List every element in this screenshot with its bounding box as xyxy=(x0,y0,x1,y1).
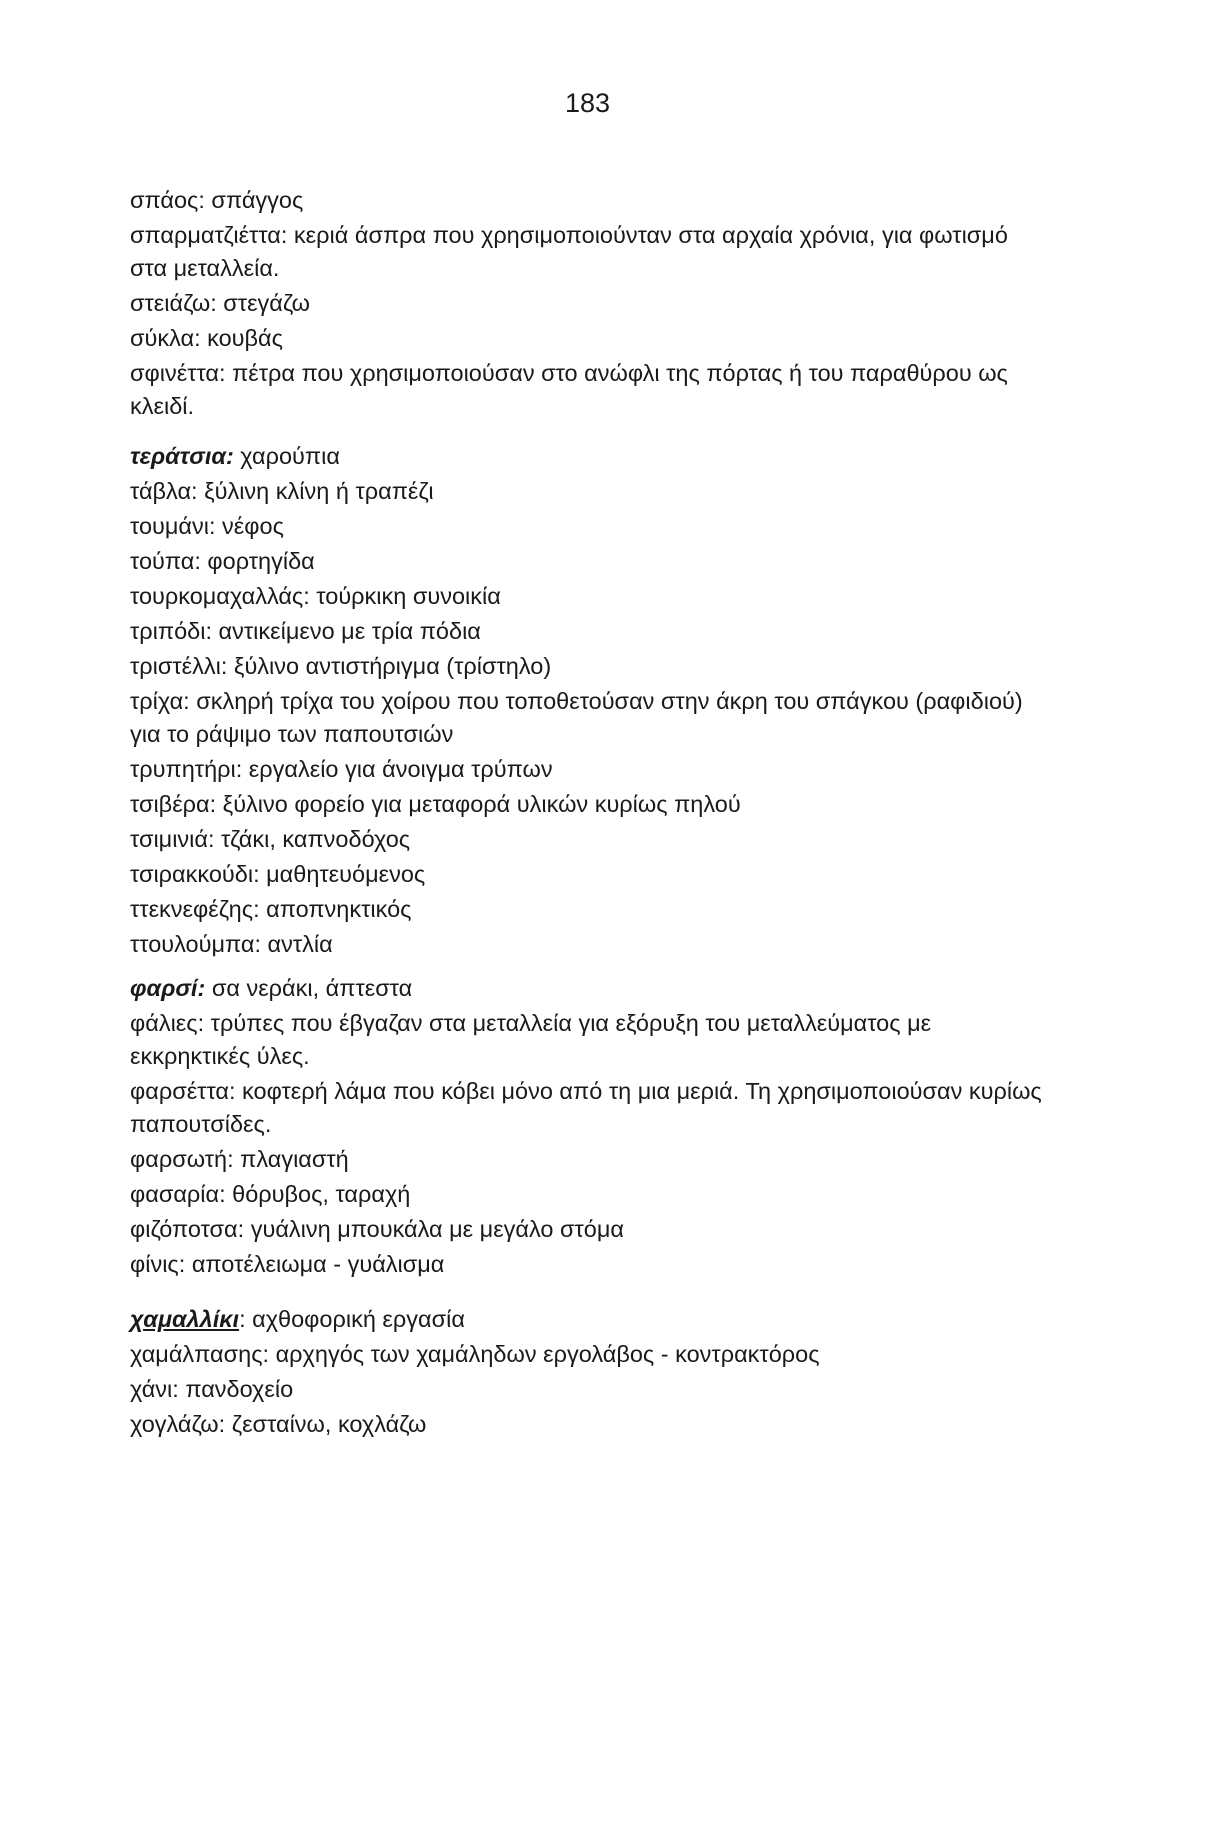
entry-definition: αποτέλειωμα - γυάλισμα xyxy=(185,1251,445,1277)
entry-definition: ζεσταίνω, κοχλάζω xyxy=(225,1411,427,1437)
section-head-entry xyxy=(130,1303,1050,1336)
entry-definition: θόρυβος, ταραχή xyxy=(225,1181,411,1207)
glossary-entry xyxy=(130,1143,1050,1176)
entry-term: τριπόδι: xyxy=(130,618,212,644)
glossary-entry xyxy=(130,510,1050,543)
page-number: 183 xyxy=(564,88,611,118)
entry-definition: εργαλείο για άνοιγμα τρύπων xyxy=(242,756,553,782)
glossary-entry xyxy=(130,1178,1050,1211)
entry-definition: μαθητευόμενος xyxy=(259,861,426,887)
entry-term: τριστέλλι: xyxy=(130,653,228,679)
entry-term: φάλιες: xyxy=(130,1010,205,1036)
glossary-entry xyxy=(130,788,1050,821)
entry-definition: σκληρή τρίχα του χοίρου που τοποθετούσαν στην άκρη του σπάγκου (ραφιδιού) για το ράψιμο των παπουτσιών xyxy=(130,688,1023,747)
entry-term: φαρσωτή: xyxy=(130,1146,234,1172)
glossary-entry xyxy=(130,858,1050,891)
entry-definition: γυάλινη μπουκάλα με μεγάλο στόμα xyxy=(244,1216,624,1242)
entry-definition: τρύπες που έβγαζαν στα μεταλλεία για εξόρυξη του μεταλλεύματος με εκκρηκτικές ύλες. xyxy=(130,1010,932,1069)
glossary-entry xyxy=(130,928,1050,961)
entry-definition: στεγάζω xyxy=(216,290,311,316)
glossary-entry xyxy=(130,1007,1050,1073)
glossary-entry xyxy=(130,615,1050,648)
section-head-term: τεράτσια: xyxy=(130,443,234,469)
section-phi xyxy=(130,972,1050,1281)
entry-term: τούπα: xyxy=(130,548,201,574)
entry-definition: κεριά άσπρα που χρησιμοποιούνταν στα αρχαία χρόνια, για φωτισμό στα μεταλλεία. xyxy=(130,222,1008,281)
glossary-entry xyxy=(130,1373,1050,1406)
glossary-entry xyxy=(130,753,1050,786)
entry-definition: αποπνηκτικός xyxy=(259,896,412,922)
entry-term: φίνις: xyxy=(130,1251,186,1277)
entry-term: τσιρακκούδι: xyxy=(130,861,260,887)
entry-term: τσιμινιά: xyxy=(130,826,215,852)
glossary-entry xyxy=(130,1338,1050,1371)
entry-definition: κοφτερή λάμα που κόβει μόνο από τη μια μεριά. Τη χρησιμοποιούσαν κυρίως παπουτσίδες. xyxy=(130,1078,1042,1137)
entry-definition: τζάκι, καπνοδόχος xyxy=(214,826,411,852)
glossary-entry xyxy=(130,287,1050,320)
entry-term: τουμάνι: xyxy=(130,513,216,539)
section-tau xyxy=(130,440,1050,961)
section-sigma xyxy=(130,184,1050,423)
entry-definition: πλαγιαστή xyxy=(233,1146,349,1172)
section-head-term: χαμαλλίκι xyxy=(130,1306,240,1332)
glossary-entry xyxy=(130,184,1050,217)
entry-term: τάβλα: xyxy=(130,478,198,504)
entry-definition: σα νεράκι, άπτεστα xyxy=(205,975,413,1001)
entry-term: ττουλούμπα: xyxy=(130,931,262,957)
entry-definition: ξύλινο φορείο για μεταφορά υλικών κυρίως πηλού xyxy=(216,791,741,817)
entry-term: χογλάζω: xyxy=(130,1411,226,1437)
entry-term: σύκλα: xyxy=(130,325,201,351)
glossary-entry xyxy=(130,545,1050,578)
entry-term: φιζόποτσα: xyxy=(130,1216,245,1242)
glossary-entry xyxy=(130,823,1050,856)
entry-definition: πέτρα που χρησιμοποιούσαν στο ανώφλι της πόρτας ή του παραθύρου ως κλειδί. xyxy=(130,360,1008,419)
entry-term: φαρσέττα: xyxy=(130,1078,236,1104)
glossary-entry xyxy=(130,322,1050,355)
entry-definition: αντλία xyxy=(261,931,333,957)
section-head-term: φαρσί: xyxy=(130,975,206,1001)
entry-term: τρίχα: xyxy=(130,688,190,714)
section-chi xyxy=(130,1303,1050,1441)
glossary-entry xyxy=(130,219,1050,285)
glossary-entry xyxy=(130,1075,1050,1141)
entry-term: σπαρματζιέττα: xyxy=(130,222,288,248)
entry-term: στειάζω: xyxy=(130,290,217,316)
entry-term: τσιβέρα: xyxy=(130,791,217,817)
section-head-entry xyxy=(130,440,1050,473)
entry-definition: ξύλινο αντιστήριγμα (τρίστηλο) xyxy=(227,653,552,679)
entry-definition: φορτηγίδα xyxy=(200,548,315,574)
entry-definition: : αχθοφορική εργασία xyxy=(239,1306,465,1332)
glossary-entry xyxy=(130,1213,1050,1246)
entry-definition: πανδοχείο xyxy=(178,1376,294,1402)
section-head-entry xyxy=(130,972,1050,1005)
entry-term: τουρκομαχαλλάς: xyxy=(130,583,310,609)
entry-definition: αντικείμενο με τρία πόδια xyxy=(212,618,481,644)
glossary-entry xyxy=(130,893,1050,926)
entry-term: σπάος: xyxy=(130,187,205,213)
entry-term: φασαρία: xyxy=(130,1181,226,1207)
entry-term: τρυπητήρι: xyxy=(130,756,243,782)
entry-term: σφινέττα: xyxy=(130,360,226,386)
entry-term: ττεκνεφέζης: xyxy=(130,896,260,922)
entry-definition: σπάγγος xyxy=(204,187,304,213)
glossary-entry xyxy=(130,650,1050,683)
entry-definition: κουβάς xyxy=(200,325,283,351)
entry-term: χάνι: xyxy=(130,1376,179,1402)
entry-definition: τούρκικη συνοικία xyxy=(309,583,501,609)
glossary-entry xyxy=(130,685,1050,751)
glossary-entry xyxy=(130,580,1050,613)
glossary-entry xyxy=(130,357,1050,423)
entry-definition: χαρούπια xyxy=(233,443,340,469)
entry-term: χαμάλπασης: xyxy=(130,1341,270,1367)
entry-definition: αρχηγός των χαμάληδων εργολάβος - κοντρακτόρος xyxy=(269,1341,820,1367)
glossary-entry xyxy=(130,1248,1050,1281)
glossary-entry xyxy=(130,1408,1050,1441)
entry-definition: ξύλινη κλίνη ή τραπέζι xyxy=(197,478,434,504)
glossary-entry xyxy=(130,475,1050,508)
entry-definition: νέφος xyxy=(215,513,284,539)
